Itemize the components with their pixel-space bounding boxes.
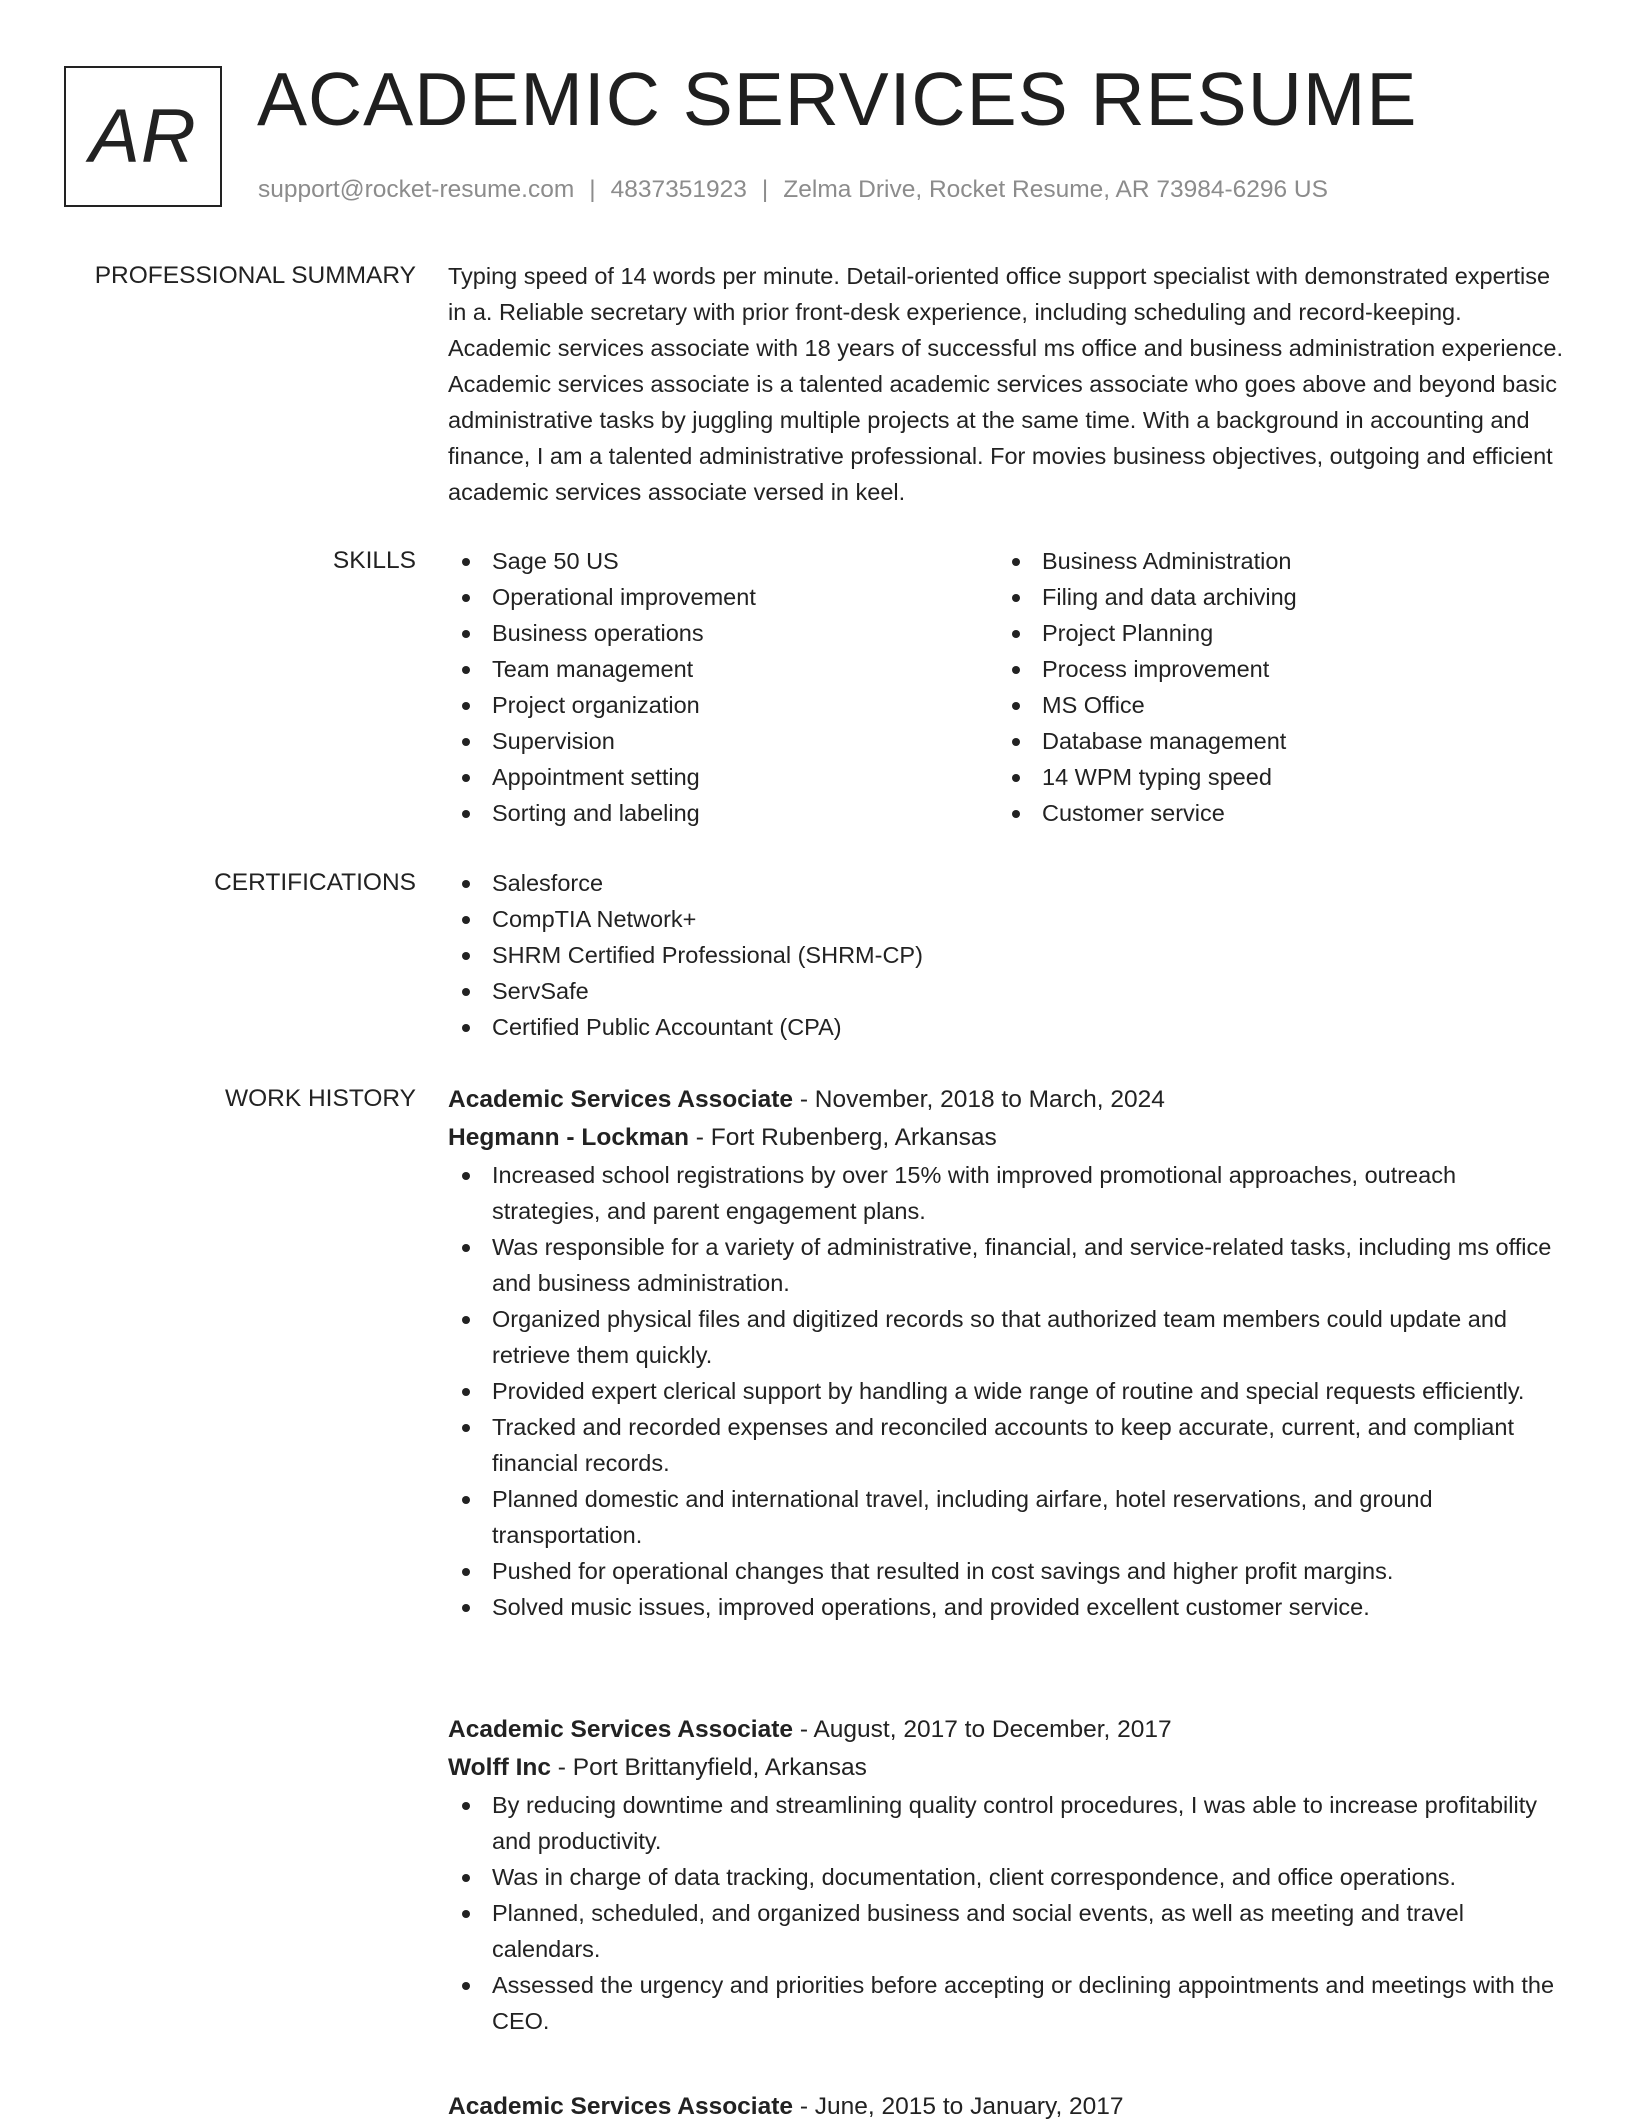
job-title: Academic Services Associate	[448, 1716, 794, 1743]
skill-item: Team management	[448, 651, 998, 687]
resume-title: ACADEMIC SERVICES RESUME	[257, 57, 1418, 141]
job-bullet: Tracked and recorded expenses and reconciled accounts to keep accurate, current, and compliant financial records.	[448, 1409, 1570, 1481]
certification-item: Certified Public Accountant (CPA)	[448, 1009, 1570, 1045]
job-bullet: Solved music issues, improved operations, and provided excellent customer service.	[448, 1589, 1570, 1625]
skill-item: Project organization	[448, 687, 998, 723]
job-bullet: Pushed for operational changes that resulted in cost savings and higher profit margins.	[448, 1553, 1570, 1589]
summary-text: Typing speed of 14 words per minute. Detail-oriented office support specialist with demonstrated expertise in a. Reliable secretary with prior front-desk experience, including scheduling and record-keeping. Academic services associate with 18 years of successful ms office and business administration experience. Academic services associate is a talented academic services associate who goes above and beyond basic administrative tasks by juggling multiple projects at the same time. With a background in accounting and finance, I am a talented administrative professional. For movies business objectives, outgoing and efficient academic services associate versed in keel.	[448, 263, 1564, 505]
certification-item: ServSafe	[448, 973, 1570, 1009]
job-location: - Fort Rubenberg, Arkansas	[695, 1124, 997, 1151]
job-bullet: Assessed the urgency and priorities before accepting or declining appointments and meetings with the CEO.	[448, 1967, 1570, 2039]
contact-phone: 4837351923	[610, 176, 747, 203]
skill-item: Business operations	[448, 615, 998, 651]
skills-heading: SKILLS	[332, 547, 416, 574]
skills-list-right	[998, 543, 1548, 831]
job-bullet: By reducing downtime and streamlining quality control procedures, I was able to increase profitability and productivity.	[448, 1787, 1570, 1859]
job-title: Academic Services Associate	[448, 2093, 794, 2120]
job-title: Academic Services Associate	[448, 1086, 794, 1113]
contact-separator: |	[589, 176, 596, 203]
job-title-line	[448, 1081, 1570, 1119]
skill-item: Database management	[998, 723, 1548, 759]
skill-item: 14 WPM typing speed	[998, 759, 1548, 795]
job-company: Wolff Inc	[448, 1754, 551, 1781]
job-dates: - August, 2017 to December, 2017	[799, 1716, 1172, 1743]
certification-item: CompTIA Network+	[448, 901, 1570, 937]
monogram-initials: AR	[89, 94, 197, 179]
job-company-line	[448, 1119, 1570, 1157]
contact-email: support@rocket-resume.com	[258, 176, 575, 203]
job-dates: - June, 2015 to January, 2017	[799, 2093, 1124, 2120]
skill-item: Project Planning	[998, 615, 1548, 651]
job-location: - Port Brittanyfield, Arkansas	[557, 1754, 867, 1781]
skill-item: Supervision	[448, 723, 998, 759]
certification-item: Salesforce	[448, 865, 1570, 901]
job-bullet: Was responsible for a variety of administrative, financial, and service-related tasks, including ms office and business administration.	[448, 1229, 1570, 1301]
skill-item: Process improvement	[998, 651, 1548, 687]
job-bullet: Provided expert clerical support by handling a wide range of routine and special requests efficiently.	[448, 1373, 1570, 1409]
certifications-heading: CERTIFICATIONS	[214, 869, 416, 896]
certifications-list	[448, 865, 1570, 1045]
work-history-heading: WORK HISTORY	[224, 1085, 416, 1112]
job-entry	[448, 2088, 1570, 2126]
skill-item: Appointment setting	[448, 759, 998, 795]
skill-item: Filing and data archiving	[998, 579, 1548, 615]
job-company-line	[448, 1749, 1570, 1787]
job-dates: - November, 2018 to March, 2024	[799, 1086, 1165, 1113]
skill-item: Business Administration	[998, 543, 1548, 579]
skill-item: Sorting and labeling	[448, 795, 998, 831]
job-title-line	[448, 1711, 1570, 1749]
skill-item: Sage 50 US	[448, 543, 998, 579]
contact-separator: |	[761, 176, 769, 203]
skill-item: Customer service	[998, 795, 1548, 831]
certification-item: SHRM Certified Professional (SHRM-CP)	[448, 937, 1570, 973]
contact-line	[258, 176, 1328, 204]
job-bullet: Planned domestic and international travel, including airfare, hotel reservations, and ground transportation.	[448, 1481, 1570, 1553]
monogram-box	[64, 66, 222, 207]
skills-list-left	[448, 543, 998, 831]
job-entry	[448, 1081, 1570, 1625]
contact-address: Zelma Drive, Rocket Resume, AR 73984-6296 US	[783, 176, 1328, 203]
job-bullets	[448, 1787, 1570, 2039]
job-company: Hegmann - Lockman	[448, 1124, 689, 1151]
job-title-line	[448, 2088, 1570, 2126]
skill-item: MS Office	[998, 687, 1548, 723]
job-entry	[448, 1711, 1570, 2039]
job-bullet: Organized physical files and digitized records so that authorized team members could update and retrieve them quickly.	[448, 1301, 1570, 1373]
skill-item: Operational improvement	[448, 579, 998, 615]
job-bullet: Increased school registrations by over 15% with improved promotional approaches, outreach strategies, and parent engagement plans.	[448, 1157, 1570, 1229]
job-bullet: Was in charge of data tracking, documentation, client correspondence, and office operations.	[448, 1859, 1570, 1895]
summary-heading: PROFESSIONAL SUMMARY	[94, 262, 416, 289]
job-bullets	[448, 1157, 1570, 1625]
job-bullet: Planned, scheduled, and organized business and social events, as well as meeting and travel calendars.	[448, 1895, 1570, 1967]
